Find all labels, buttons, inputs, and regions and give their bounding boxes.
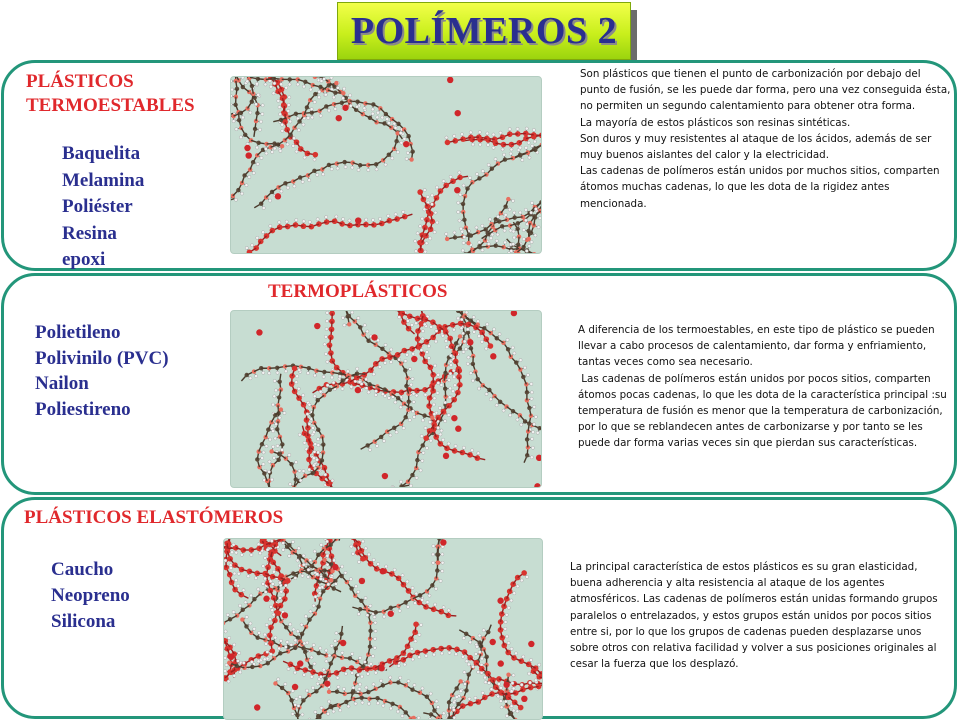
section-description	[570, 559, 946, 672]
list-item: Polietileno	[35, 322, 121, 343]
description-paragraph: A diferencia de los termoestables, en este tipo de plástico se pueden llevar a cabo procesos de calentamiento, dar forma y enfriamiento, tantas veces como sea necesario.	[578, 324, 935, 369]
thermoset-polymer-chains-illustration	[231, 77, 541, 253]
list-item: Nailon	[35, 373, 89, 394]
section-termoestables	[1, 60, 957, 271]
list-item: Poliestireno	[35, 398, 131, 420]
list-item: Neopreno	[51, 585, 130, 606]
polymer-image	[230, 76, 542, 254]
section-elastomeros	[1, 497, 957, 719]
section-termoplasticos	[1, 273, 957, 495]
material-list	[35, 320, 169, 422]
list-item: Poliéster	[62, 196, 133, 217]
title-banner	[337, 2, 631, 60]
material-list	[51, 557, 130, 635]
section-heading: TERMOPLÁSTICOS	[268, 281, 448, 302]
section-description	[580, 66, 952, 212]
list-item: Caucho	[51, 559, 114, 580]
section-heading: PLÁSTICOS TERMOESTABLES	[26, 71, 195, 116]
list-item: Baquelita	[62, 143, 141, 164]
elastomer-polymer-chains-illustration	[224, 539, 542, 719]
list-item: epoxi	[62, 249, 106, 270]
description-paragraph: Las cadenas de polímeros están unidos por pocos sitios, comparten átomos pocas cadenas, lo que les dota de la característica principal :su temperatura de fusión es menor que la temperatura de carbonización, por lo que se reblandecen antes de carbonizarse y por tanto se les puede dar forma varias veces sin que pierdan sus características.	[578, 372, 951, 450]
list-item: Resina	[62, 222, 117, 244]
thermoplastic-polymer-chains-illustration	[231, 311, 541, 487]
description-paragraph: La principal característica de estos plásticos es su gran elasticidad, buena adherencia y alta resistencia al ataque de los agentes atmosféricos. Las cadenas de polímeros están unidas formando grupos paralelos o entrelazados, y estos grupos están unidos por pocos sitios entre si, por lo que los grupos de cadenas pueden desplazarse unos sobre otros con relativa facilidad y volver a sus posiciones originales al cesar la fuerza que los desplazó.	[570, 561, 938, 671]
description-paragraph: Son plásticos que tienen el punto de carbonización por debajo del punto de fusión, se les puede dar forma, pero una vez conseguida ésta, no permiten un segundo calentamiento para obtener otra forma.	[580, 68, 951, 113]
section-description	[578, 322, 954, 452]
page-title: POLÍMEROS 2	[350, 10, 618, 52]
list-item: Melamina	[62, 169, 145, 191]
list-item: Silicona	[51, 611, 116, 632]
description-paragraph: Son duros y muy resistentes al ataque de los ácidos, además de ser muy buenos aislantes del calor y la electricidad.	[580, 132, 932, 162]
section-heading: PLÁSTICOS ELASTÓMEROS	[24, 507, 284, 528]
polymer-image	[223, 538, 543, 720]
list-item: Polivinilo (PVC)	[35, 347, 169, 369]
description-paragraph: Las cadenas de polímeros están unidos por muchos sitios, comparten átomos muchas cadenas, lo que les dota de la rigidez antes mencionada.	[580, 165, 940, 210]
material-list	[62, 141, 144, 274]
description-paragraph: La mayoría de estos plásticos son resinas sintéticas.	[580, 116, 851, 129]
polymer-image	[230, 310, 542, 488]
